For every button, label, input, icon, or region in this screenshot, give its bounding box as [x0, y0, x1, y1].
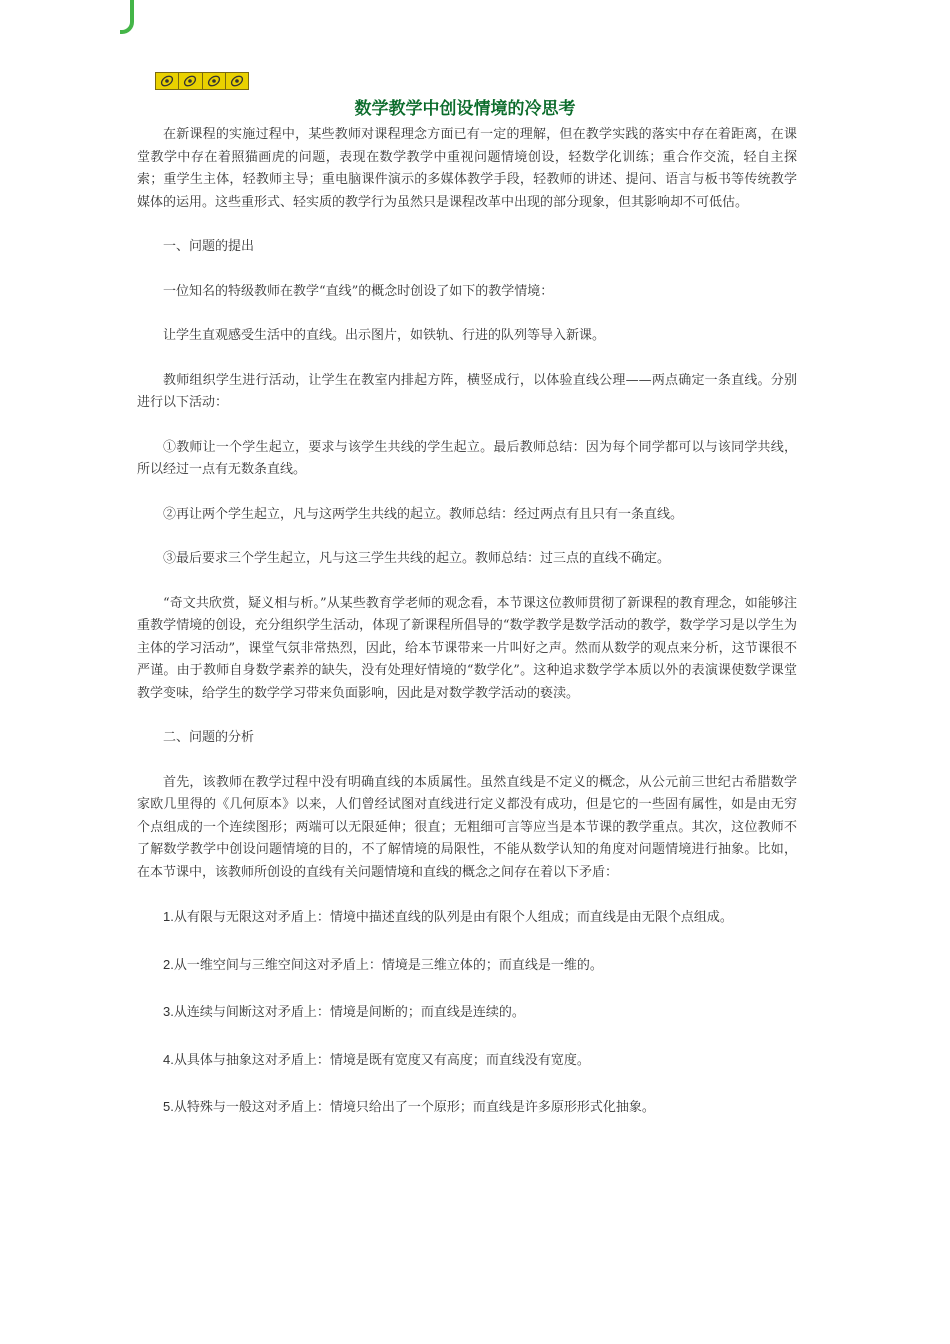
document-title: 数学教学中创设情境的冷思考 — [354, 99, 576, 119]
item-text: 从特殊与一般这对矛盾上：情境只给出了一个原形；而直线是许多原形形式化抽象。 — [173, 1100, 655, 1115]
item-text: 从具体与抽象这对矛盾上：情境是既有宽度又有高度；而直线没有宽度。 — [173, 1052, 590, 1068]
section-heading-2: 二、问题的分析 — [163, 730, 255, 745]
item-number: 4. — [163, 1051, 174, 1067]
item-text: 从连续与间断这对矛盾上：情境是间断的；而直线是连续的。 — [173, 1005, 525, 1020]
section-heading-1: 一、问题的提出 — [163, 239, 255, 254]
corner-bracket-decoration — [120, 0, 134, 34]
body-paragraph: 让学生直观感受生活中的直线。出示图片，如铁轨、行进的队列等导入新课。 — [163, 328, 606, 343]
body-paragraph: 首先，该教师在教学过程中没有明确直线的本质属性。虽然直线是不定义的概念，从公元前三世纪古希腊数学家欧几里得的《几何原本》以来，人们曾经试图对直线进行定义都没有成功，但是它的一些固有属性，如是由无穷个点组成的一个连续图形；两端可以无限延伸；很直；无粗细可言等应当是本节课的教学重点。其次，这位教师不了解数学教学中创设问题情境的目的，不了解情境的局限性，不能从数学认知的角度对问题情境进行抽象。比如，在本节课中，该教师所创设的直线有关问题情境和直线的概念之间存在着以下矛盾： — [137, 774, 797, 880]
activity-item-3: ③最后要求三个学生起立，凡与这三学生共线的起立。教师总结：过三点的直线不确定。 — [163, 551, 671, 566]
eye-pattern-icon — [226, 73, 248, 89]
item-text: 从有限与无限这对矛盾上：情境中描述直线的队列是由有限个人组成；而直线是由无限个点组成。 — [173, 910, 733, 925]
contradiction-item-4 — [137, 1049, 797, 1073]
activity-item-1: ①教师让一个学生起立，要求与该学生共线的学生起立。最后教师总结：因为每个同学都可以与该同学共线，所以经过一点有无数条直线。 — [137, 439, 797, 477]
eye-pattern-icon — [203, 73, 226, 89]
emblem-strip — [155, 72, 249, 90]
activity-item-2: ②再让两个学生起立，凡与这两学生共线的起立。教师总结：经过两点有且只有一条直线。 — [163, 506, 684, 522]
contradiction-item-3 — [137, 1001, 797, 1025]
eye-pattern-icon — [179, 73, 202, 89]
body-paragraph: 一位知名的特级教师在教学“直线”的概念时创设了如下的教学情境： — [163, 283, 554, 299]
body-paragraph: 教师组织学生进行活动，让学生在教室内排起方阵，横竖成行，以体验直线公理——两点确定一条直线。分别进行以下活动： — [137, 372, 797, 410]
item-number: 5. — [163, 1099, 174, 1114]
item-number: 2. — [163, 956, 174, 972]
eye-pattern-icon — [156, 73, 179, 89]
item-number: 3. — [163, 1004, 174, 1019]
contradiction-item-5 — [137, 1096, 797, 1120]
body-paragraph: “奇文共欣赏，疑义相与析。”从某些教育学老师的观念看，本节课这位教师贯彻了新课程的教育理念，如能够注重教学情境的创设，充分组织学生活动，体现了新课程所倡导的“数学教学是数学活动的教学，数学学习是以学生为主体的学习活动”，课堂气氛非常热烈，因此，给本节课带来一片叫好之声。然而从数学的观点来分析，这节课很不严谨。由于教师自身数学素养的缺失，没有处理好情境的“数学化”。这种追求数学学本质以外的表演课使数学课堂教学变味，给学生的数学学习带来负面影响，因此是对数学教学活动的亵渎。 — [137, 595, 797, 701]
intro-paragraph: 在新课程的实施过程中，某些教师对课程理念方面已有一定的理解，但在教学实践的落实中存在着距离，在课堂教学中存在着照猫画虎的问题，表现在数学教学中重视问题情境创设，轻数学化训练；重合作交流，轻自主探索；重学生主体，轻教师主导；重电脑课件演示的多媒体教学手段，轻教师的讲述、提问、语言与板书等传统教学媒体的运用。这些重形式、轻实质的教学行为虽然只是课程改革中出现的部分现象，但其影响却不可低估。 — [137, 127, 797, 210]
contradiction-item-1 — [137, 906, 797, 930]
article-body — [137, 124, 797, 1144]
item-text: 从一维空间与三维空间这对矛盾上：情境是三维立体的；而直线是一维的。 — [173, 957, 603, 973]
item-number: 1. — [163, 909, 174, 924]
contradiction-item-2 — [137, 954, 797, 978]
